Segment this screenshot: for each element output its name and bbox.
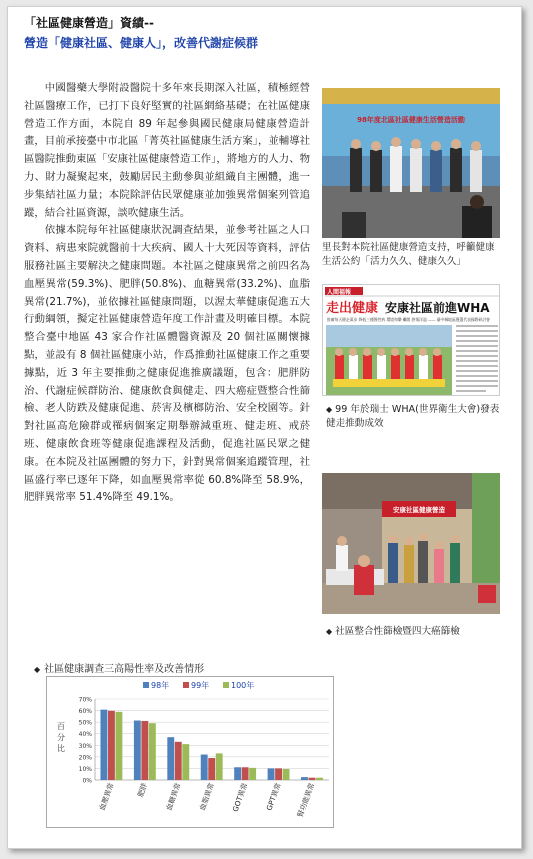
x-tick-label: 血壓異常 [97,781,116,812]
bar-chart [47,677,333,827]
bar [149,723,156,780]
photo-screening-caption-text: 社區整合性篩檢暨四大癌篩檢 [335,626,460,637]
bullet-diamond-icon: ◆ [326,627,333,636]
y-tick-label: 30% [78,742,92,750]
bar [234,767,241,780]
y-tick-label: 70% [78,696,92,704]
newspaper-subhead: 推廣每天健走萬步 降低三種慢性病 環境和樂 繼開 熱情洋溢 —— 臺中縣地區獲選代表國際研討會 [327,317,490,322]
legend-label: 99年 [191,681,210,690]
y-tick-label: 20% [78,754,92,762]
photo-screening [322,473,500,614]
bar [283,769,290,780]
bullet-diamond-icon: ◆ [34,665,41,674]
bar [316,778,323,780]
chart-container [46,676,334,828]
chart-title [34,660,204,675]
bar [167,737,174,780]
bar [268,768,275,780]
ceremony-banner-text: 98年度北區社區健康生活營造活動 [357,116,465,124]
x-tick-label: 血脂異常 [197,781,216,812]
bullet-diamond-icon: ◆ [326,405,333,414]
y-axis-label: 百分比 [57,722,65,753]
bar [141,721,148,780]
photo-newspaper [322,284,500,396]
x-tick-label: 血糖異常 [164,781,183,812]
bar [175,742,182,780]
photo-screening-caption [326,625,504,639]
bar [309,778,316,780]
legend-label: 100年 [231,681,255,690]
legend-label: 98年 [151,681,170,690]
y-tick-label: 40% [78,731,92,739]
newspaper-headline-black: 安康社區前進WHA [385,301,490,315]
y-tick-label: 0% [82,777,92,785]
bar [242,767,249,780]
x-tick-label: GPT異常 [264,781,283,812]
bar [208,758,215,780]
screening-banner-text: 安康社區健康營造 [393,506,445,514]
photo-newspaper-caption [326,403,504,431]
bar [100,710,107,780]
newspaper-headline-red: 走出健康 [326,301,379,316]
y-tick-label: 60% [78,708,92,716]
body-text [24,80,310,507]
legend-swatch [143,682,149,688]
newspaper-masthead: 人間福報 [327,289,352,296]
x-tick-label: 肥胖 [135,781,150,799]
photo-ceremony [322,88,500,238]
x-tick-label: GOT異常 [230,781,250,813]
bar [201,755,208,780]
bar [108,711,115,780]
bar [134,721,141,780]
chart-title-text: 社區健康調查三高陽性率及改善情形 [44,664,205,675]
legend-swatch [223,682,229,688]
legend-swatch [183,682,189,688]
x-tick-label: 腎功能異常 [295,781,317,819]
bar [249,768,256,780]
bar [182,744,189,780]
photo-ceremony-caption: 里長對本院社區健康營造支持，呼籲健康生活公約「活力久久、健康久久」 [322,242,495,267]
bar [301,777,308,780]
section-heading: 「社區健康營造」資績-- [24,16,154,30]
y-tick-label: 50% [78,719,92,727]
bar [216,753,223,780]
section-subheading: 營造「健康社區、健康人」，改善代謝症候群 [24,36,259,50]
bar [115,712,122,780]
y-tick-label: 10% [78,765,92,773]
bar [275,768,282,780]
paragraph-2: 依據本院每年社區健康狀況調查結果，並參考社區之人口資料、病患來院就醫前十大疾病、國人十大死因等資料，評估服務社區主要解決之健康問題。本社區之健康異常之前四名為血壓異常(59.3%)、肥胖(50.8%)、血糖異常(33.2%)、血脂異常(21.7%)，並依據社區健康問題，以渥太華健康促進五大行動綱領，擬定社區健康營造年度工作計畫及明確目標。本院整合臺中地區 43 家合作社區體醫資源及 20 個社區關懷據點，並設有 8 個社區健康小站，作爲推動社區健康工作之重要據點，近 3 年主要推動之健康促進推廣議題，包含：肥胖防治、代謝症候群防治、健康飲食與健走、四大癌症暨整合性篩檢、老人防跌及健康促進、菸害及檳榔防治、安全校園等。針對社區高危險群或罹病個案定期舉辦減重班、健走班、戒菸班、健康飲食班等健康促進課程及活動，促進社區民眾之健康。在本院及社區團體的努力下，針對異常個案追蹤管理，社區盛行率已逐年下降，如血壓異常率從 60.8%降至 58.9%，肥胖異常率 51.4%降至 49.1%。 [24,224,310,504]
paragraph-1: 中國醫藥大學附設醫院十多年來長期深入社區，積極經營社區醫療工作，已打下良好堅實的社區網絡基礎；在社區健康營造工作方面，本院自 89 年起參與國民健康局健康營造計畫，目前承接臺中市北區「菁英社區健康生活方案」，並輔導社區醫院推動東區「安康社區健康營造工作」，將地方的人力、物力、財力凝聚起來，鼓勵居民主動參與並組織自主團體，進一步集結社區力量；本院除評估民眾健康並加強異常個案列管追蹤，結合社區資源，談吹健康生活。 [24,82,310,219]
photo-newspaper-caption-text: 99 年於瑞士 WHA(世界衛生大會)發表健走推動成效 [326,404,500,429]
